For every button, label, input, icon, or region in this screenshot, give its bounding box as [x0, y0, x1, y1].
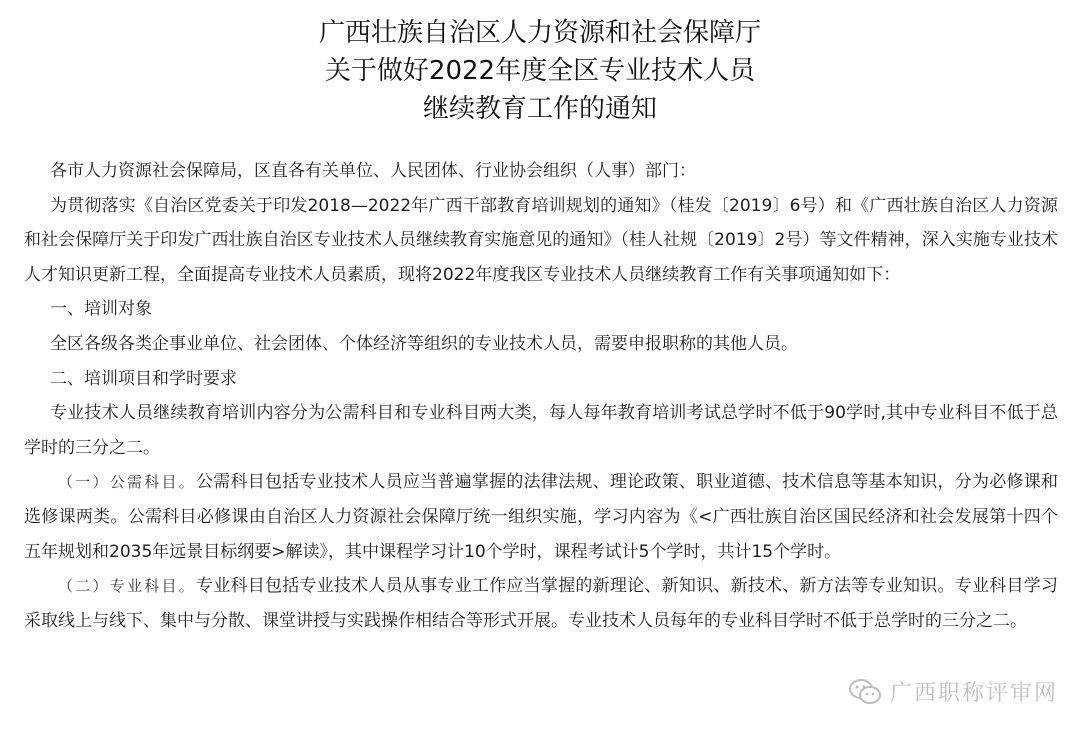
item-2-label: （二）专业科目。	[58, 577, 196, 596]
wechat-icon	[848, 677, 882, 707]
title-line-2: 关于做好2022年度全区专业技术人员	[324, 56, 756, 86]
section-1-heading: 一、培训对象	[50, 299, 152, 320]
item-2-paragraph	[24, 569, 1058, 638]
section-2-heading: 二、培训项目和学时要求	[50, 368, 237, 389]
title-line-1: 广西壮族自治区人力资源和社会保障厅	[318, 18, 761, 48]
document-title	[0, 14, 1080, 128]
intro-paragraph: 为贯彻落实《自治区党委关于印发2018—2022年广西干部教育培训规划的通知》（桂发〔2019〕6号）和《广西壮族自治区人力资源和社会保障厅关于印发广西壮族自治区专业技术人员继续教育实施意见的通知》（桂人社规〔2019〕2号）等文件精神，深入实施专业技术人才知识更新工程，全面提高专业技术人员素质，现将2022年度我区专业技术人员继续教育工作有关事项通知如下：	[24, 195, 1058, 285]
section-1-text: 全区各级各类企事业单位、社会团体、个体经济等组织的专业技术人员，需要申报职称的其他人员。	[50, 333, 798, 354]
salutation: 各市人力资源社会保障局，区直各有关单位、人民团体、行业协会组织（人事）部门：	[50, 161, 696, 181]
document-body	[24, 154, 1058, 638]
title-line-3: 继续教育工作的通知	[422, 94, 657, 124]
item-1-paragraph	[24, 465, 1058, 569]
item-2-text: 专业科目包括专业技术人员从事专业工作应当掌握的新理论、新知识、新技术、新方法等专业知识。专业科目学习采取线上与线下、集中与分散、课堂讲授与实践操作相结合等形式开展。专业技术人员每年的专业科目学时不低于总学时的三分之二。	[24, 576, 1058, 631]
item-1-text: 公需科目包括专业技术人员应当普遍掌握的法律法规、理论政策、职业道德、技术信息等基本知识，分为必修课和选修课两类。公需科目必修课由自治区人力资源社会保障厅统一组织实施，学习内容为《<广西壮族自治区国民经济和社会发展第十四个五年规划和2035年远景目标纲要>解读》，其中课程学习计10个学时，课程考试计5个学时，共计15个学时。	[24, 472, 1058, 562]
watermark-text: 广西职称评审网	[889, 681, 1058, 706]
section-2-text: 专业技术人员继续教育培训内容分为公需科目和专业科目两大类，每人每年教育培训考试总学时不低于90学时,其中专业科目不低于总学时的三分之二。	[24, 403, 1058, 458]
watermark	[848, 676, 1058, 707]
item-1-label: （一）公需科目。	[58, 473, 196, 492]
